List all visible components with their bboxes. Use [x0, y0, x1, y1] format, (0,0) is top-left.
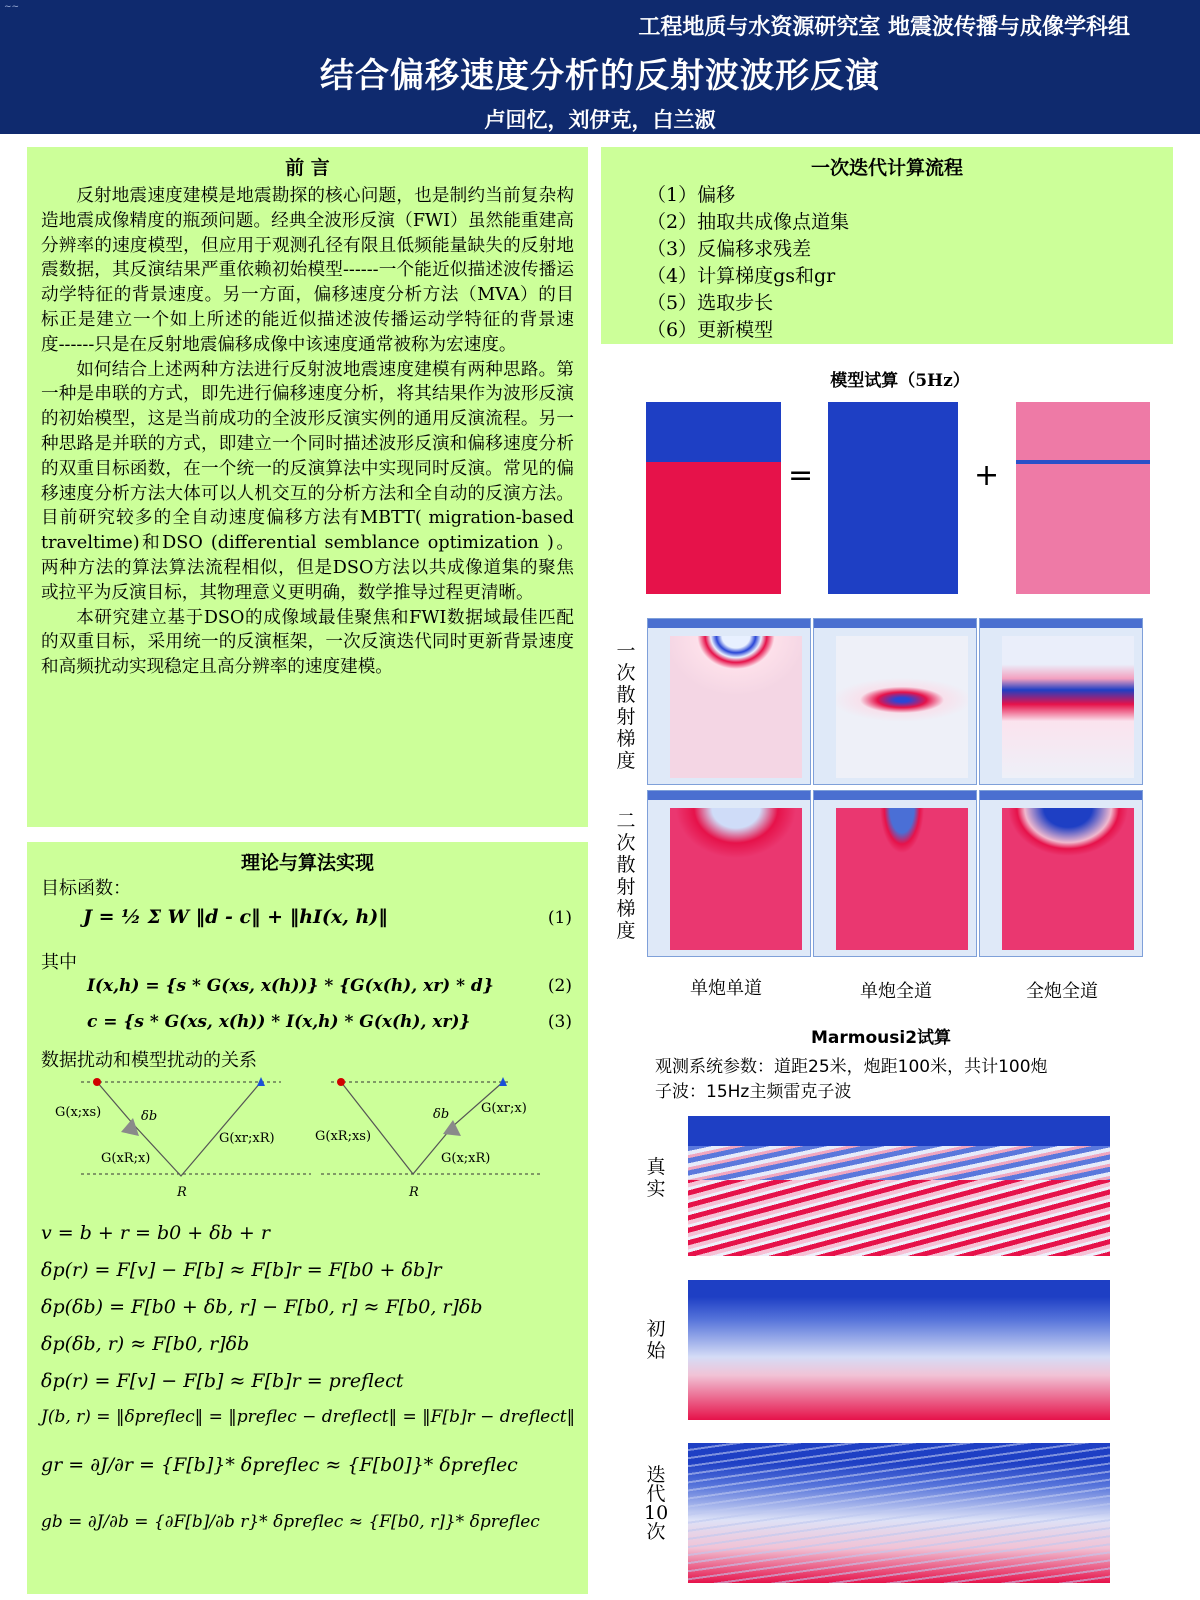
diagram-label: δb — [141, 1109, 158, 1124]
relation-equation: gb = ∂J/∂b = {∂F[b]/∂b r}* δpreflec ≈ {F[b0, r]}* δpreflec — [41, 1512, 540, 1532]
iteration-step: （6）更新模型 — [647, 319, 774, 341]
marmousi-iter10-label: 迭代10次 — [644, 1464, 669, 1543]
gradient-panel — [813, 790, 977, 957]
gradient-panel — [647, 790, 811, 957]
diagram-label: G(xr;xR) — [219, 1131, 275, 1146]
caption-single-shot-all-traces: 单炮全道 — [860, 981, 932, 1002]
poster-title: 结合偏移速度分析的反射波波形反演 — [320, 56, 880, 96]
second-scatter-label: 二次散射梯度 — [616, 810, 636, 942]
equation-1-number: (1) — [547, 908, 572, 928]
velocity-model-perturbation — [1016, 402, 1150, 594]
poster-header — [0, 0, 1200, 134]
relation-equation: δp(δb) = F[b0 + δb, r] − F[b0, r] ≈ F[b0, r]δb — [41, 1296, 483, 1318]
relation-equation: δp(r) = F[v] − F[b] ≈ F[b]r = preflect — [41, 1370, 404, 1392]
equation-3-number: (3) — [547, 1012, 572, 1032]
perturbation-wedge-right — [443, 1120, 461, 1136]
model-test-title: 模型试算（5Hz） — [830, 371, 970, 391]
preface-panel — [27, 147, 588, 827]
equation-2: I(x,h) = {s * G(xs, x(h))} * {G(x(h), xr) * d} — [87, 976, 494, 996]
diagram-label: G(xR;xs) — [315, 1129, 372, 1144]
diagram-label: G(xR;x) — [101, 1151, 151, 1166]
iteration-step: （3）反偏移求残差 — [647, 238, 812, 260]
marmousi-title: Marmousi2试算 — [811, 1028, 952, 1048]
velocity-model-total — [646, 402, 781, 594]
gradient-panel — [979, 618, 1143, 785]
iteration-title: 一次迭代计算流程 — [810, 157, 963, 179]
iteration-step: （4）计算梯度gs和gr — [647, 265, 836, 287]
gradient-panel — [813, 618, 977, 785]
relation-label: 数据扰动和模型扰动的关系 — [41, 1050, 257, 1071]
source-icon — [93, 1078, 101, 1086]
marmousi-iter10-model — [688, 1443, 1110, 1583]
iteration-step: （1）偏移 — [647, 184, 736, 206]
iteration-step: （5）选取步长 — [647, 292, 774, 314]
marmousi-true-label: 真实 — [646, 1156, 666, 1200]
diagram-label: G(x;xR) — [441, 1151, 491, 1166]
relation-equation: v = b + r = b0 + δb + r — [41, 1222, 270, 1244]
objective-label: 目标函数： — [41, 878, 131, 899]
marmousi-initial-label: 初始 — [646, 1318, 666, 1362]
marmousi-params: 观测系统参数：道距25米，炮距100米，共计100炮 — [655, 1057, 1048, 1077]
marmousi-initial-model — [688, 1280, 1110, 1420]
where-label: 其中 — [41, 952, 77, 973]
gradient-panel — [647, 618, 811, 785]
caption-single-shot-single-trace: 单炮单道 — [690, 978, 762, 999]
iteration-step: （2）抽取共成像点道集 — [647, 211, 850, 233]
preface-body — [27, 180, 588, 680]
lab-name: 工程地质与水资源研究室 地震波传播与成像学科组 — [638, 15, 1130, 40]
equation-3: c = {s * G(xs, x(h)) * I(x,h) * G(x(h), xr)} — [87, 1012, 471, 1032]
equation-2-number: (2) — [547, 976, 572, 996]
first-scatter-label: 一次散射梯度 — [616, 640, 636, 772]
caption-all-shots-all-traces: 全炮全道 — [1026, 981, 1098, 1002]
diagram-label: G(x;xs) — [55, 1105, 102, 1120]
relation-equation: δp(r) = F[v] − F[b] ≈ F[b]r = F[b0 + δb]r — [41, 1259, 442, 1281]
relation-equation: δp(δb, r) ≈ F[b0, r]δb — [41, 1333, 250, 1355]
theory-title: 理论与算法实现 — [240, 852, 374, 874]
marmousi-true-model — [688, 1116, 1110, 1256]
relation-equation: gr = ∂J/∂r = {F[b]}* δpreflec ≈ {F[b0]}* δpreflec — [41, 1454, 518, 1476]
iteration-panel — [601, 147, 1173, 344]
scattering-diagram — [41, 1074, 571, 1224]
diagram-label: δb — [433, 1107, 450, 1122]
equals-sign: = — [788, 458, 814, 493]
equation-1: J = ½ Σ W ‖d - c‖ + ‖hI(x, h)‖ — [83, 906, 388, 928]
corner-mark: ~~ — [4, 2, 20, 12]
theory-panel — [27, 842, 588, 1594]
diagram-label: R — [409, 1185, 419, 1200]
preface-title: 前 言 — [285, 157, 330, 179]
diagram-label: R — [177, 1185, 187, 1200]
preface-paragraph: 反射地震速度建模是地震勘探的核心问题，也是制约当前复杂构造地震成像精度的瓶颈问题。经典全波形反演（FWI）虽然能重建高分辨率的速度模型，但应用于观测孔径有限且低频能量缺失的反射地震数据，其反演结果严重依赖初始模型------一个能近似描述波传播运动学特征的背景速度。另一方面，偏移速度分析方法（MVA）的目标正是建立一个如上所述的能近似描述波传播运动学特征的背景速度------只是在反射地震偏移成像中该速度通常被称为宏速度。 — [41, 186, 574, 355]
authors: 卢回忆，刘伊克，白兰淑 — [484, 108, 716, 132]
plus-sign: + — [974, 458, 1000, 493]
diagram-label: G(xr;x) — [481, 1101, 527, 1116]
velocity-model-background — [828, 402, 958, 594]
iteration-steps — [601, 180, 1173, 344]
preface-paragraph: 本研究建立基于DSO的成像域最佳聚焦和FWI数据域最佳匹配的双重目标，采用统一的反演框架，一次反演迭代同时更新背景速度和高频扰动实现稳定且高分辨率的速度建模。 — [41, 607, 574, 678]
marmousi-wavelet: 子波：15Hz主频雷克子波 — [655, 1082, 852, 1102]
source-icon — [337, 1078, 345, 1086]
relation-equation: J(b, r) = ‖δpreflec‖ = ‖preflec − dreflect‖ = ‖F[b]r − dreflect‖ — [41, 1407, 576, 1427]
preface-paragraph: 如何结合上述两种方法进行反射波地震速度建模有两种思路。第一种是串联的方式，即先进行偏移速度分析，将其结果作为波形反演的初始模型，这是当前成功的全波形反演实例的通用反演流程。另一种思路是并联的方式，即建立一个同时描述波形反演和偏移速度分析的双重目标函数，在一个统一的反演算法中实现同时反演。常见的偏移速度分析方法大体可以人机交互的分析方法和全自动的反演方法。目前研究较多的全自动速度偏移方法有MBTT( migration-based traveltime)和DSO (differential semblance optimization )。两种方法的算法算法流程相似，但是DSO方法以共成像道集的聚焦或拉平为反演目标，其物理意义更明确，数学推导过程更清晰。 — [41, 359, 574, 603]
gradient-panel — [979, 790, 1143, 957]
